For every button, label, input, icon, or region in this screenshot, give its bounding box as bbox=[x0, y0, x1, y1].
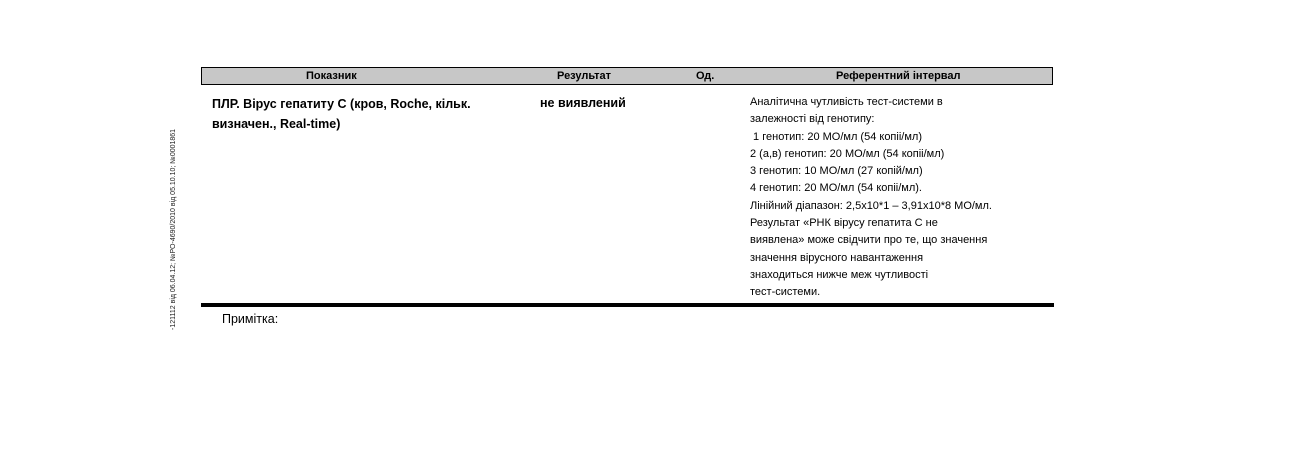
reference-line: 2 (а,в) генотип: 20 МО/мл (54 копіі/мл) bbox=[750, 147, 945, 160]
header-indicator: Показник bbox=[306, 70, 357, 82]
header-reference: Референтний інтервал bbox=[836, 70, 961, 82]
reference-line: Лінійний діапазон: 2,5х10*1 – 3,91х10*8 МО/мл. bbox=[750, 199, 992, 212]
reference-line: 1 генотип: 20 МО/мл (54 копіі/мл) bbox=[750, 130, 922, 143]
reference-line: знаходиться нижче меж чутливості bbox=[750, 268, 929, 281]
reference-line: залежності від генотипу: bbox=[750, 113, 875, 126]
table-bottom-rule bbox=[201, 303, 1054, 307]
reference-line: 4 генотип: 20 МО/мл (54 копіі/мл). bbox=[750, 182, 922, 195]
reference-line: виявлена» може свідчити про те, що значення bbox=[750, 234, 988, 247]
reference-line: значення вірусного навантаження bbox=[750, 251, 924, 264]
header-units: Од. bbox=[696, 70, 715, 82]
reference-line: Аналітична чутливість тест-системи в bbox=[750, 96, 943, 108]
reference-line: тест-системи. bbox=[750, 286, 821, 299]
test-result: не виявлений bbox=[540, 96, 626, 110]
reference-line: Результат «РНК вірусу гепатита С не bbox=[750, 217, 938, 230]
reference-interval bbox=[750, 94, 1050, 302]
table-header bbox=[201, 67, 1053, 85]
test-name: ПЛР. Вірус гепатиту С (кров, Roche, кільк. визначен., Real-time) bbox=[212, 97, 471, 131]
reference-line: 3 генотип: 10 МО/мл (27 копій/мл) bbox=[750, 165, 923, 178]
side-document-code: -121112 від 06.04.12; №РО-4690/2010 від 05.10.10; №0001861 bbox=[170, 128, 177, 330]
note-label: Примітка: bbox=[222, 312, 279, 326]
header-result: Результат bbox=[557, 70, 612, 82]
